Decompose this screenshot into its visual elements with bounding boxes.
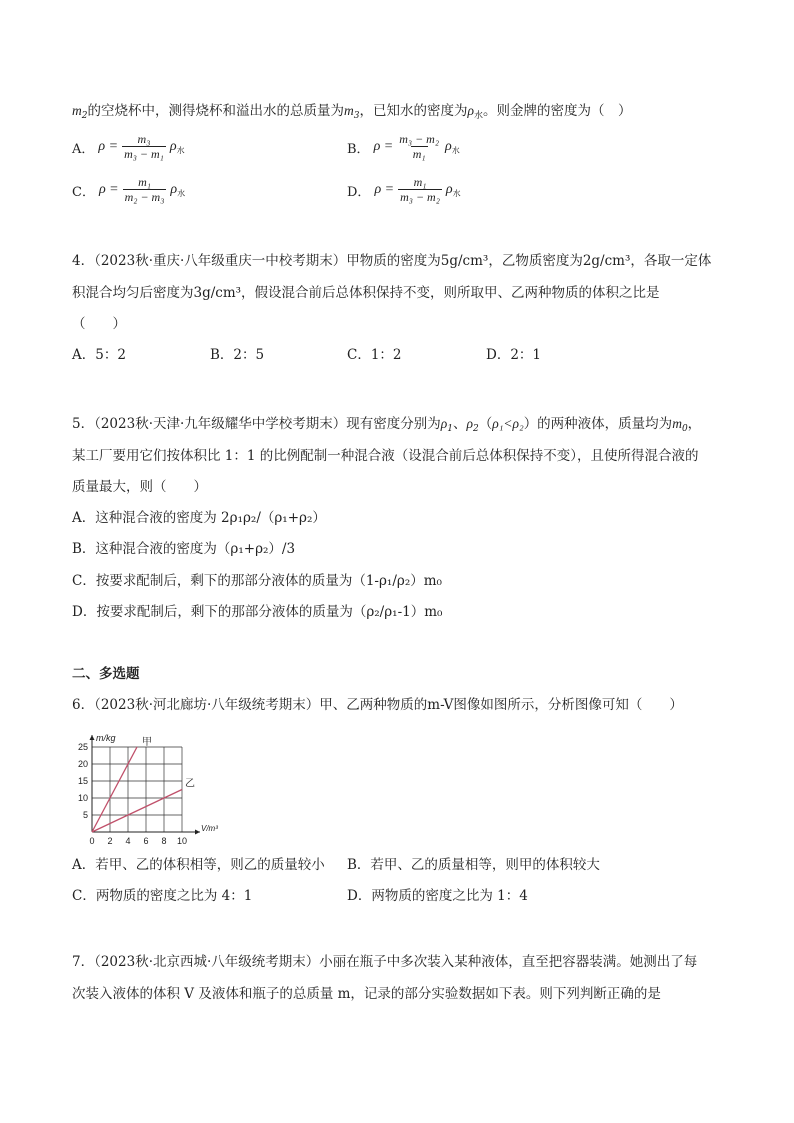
x-tick-label: 6 — [143, 836, 149, 846]
q7-line-1: 7．（2023秋·北京西城·八年级统考期末）小丽在瓶子中多次装入某种液体，直至把容器装满。她测出了每 — [72, 954, 698, 970]
x-tick-label: 0 — [89, 836, 95, 846]
q6-option-a[interactable]: A．若甲、乙的体积相等，则乙的质量较小 — [72, 857, 325, 873]
series-line-yi — [92, 790, 182, 833]
q4-option-c[interactable]: C．1：2 — [347, 347, 402, 363]
q5-line-2: 某工厂要用它们按体积比 1：1 的比例配制一种混合液（设混合前后总体积保持不变），且使所得混合液的 — [72, 448, 699, 464]
q3-option-b[interactable]: B． ρ = $\frac{\text{m₃ − m₂}}{\text{m₁}}$ $\rho_水$ — [347, 132, 460, 161]
q3-option-c[interactable]: C． ρ = $\frac{\text{m₁}}{\text{m₂ − m₃}}$ $\rho_水$ — [72, 175, 186, 204]
x-tick-label: 4 — [125, 836, 131, 846]
q3-option-a[interactable]: A． ρ = $\frac{\text{m₃}}{\text{m₃ − m₁}}$ $\rho_水$ — [72, 132, 185, 161]
y-axis-label: m/kg — [96, 733, 116, 743]
x-tick-label: 8 — [161, 836, 167, 846]
q7-line-2: 次装入液体的体积 V 及液体和瓶子的总质量 m，记录的部分实验数据如下表。则下列判断正确的是 — [72, 986, 661, 1002]
x-axis-label: V/m³ — [201, 824, 218, 833]
q6-option-b[interactable]: B．若甲、乙的质量相等，则甲的体积较大 — [347, 857, 600, 873]
x-tick-label: 2 — [107, 836, 113, 846]
y-tick-label: 15 — [77, 776, 88, 786]
y-axis-arrow — [90, 735, 95, 740]
q3-intro-line: $m_2$的空烧杯中，测得烧杯和溢出水的总质量为$m_3$，已知水的密度为$\rho_水$。则金牌的密度为（ ） — [72, 103, 632, 121]
x-tick-label: 10 — [176, 836, 188, 846]
q4-line-3: （ ） — [72, 316, 126, 332]
q6-option-d[interactable]: D．两物质的密度之比为 1：4 — [347, 888, 528, 904]
y-tick-label: 10 — [77, 793, 88, 803]
q5-option-a[interactable]: A．这种混合液的密度为 2ρ₁ρ₂/（ρ₁+ρ₂） — [72, 510, 326, 526]
q4-option-a[interactable]: A．5：2 — [72, 347, 126, 363]
q4-option-b[interactable]: B．2：5 — [210, 347, 265, 363]
q5-option-c[interactable]: C．按要求配制后，剩下的那部分液体的质量为（1-ρ₁/ρ₂）m₀ — [72, 573, 442, 589]
series-line-jia — [92, 747, 137, 832]
x-axis-arrow — [195, 830, 200, 835]
q4-option-d[interactable]: D．2：1 — [486, 347, 542, 363]
q6-line-1: 6．（2023秋·河北廊坊·八年级统考期末）甲、乙两种物质的m-V图像如图所示，分析图像可知（ ） — [72, 697, 683, 713]
q3-option-d[interactable]: D． ρ = $\frac{\text{m₁}}{\text{m₃ − m₂}}$ $\rho_水$ — [347, 175, 461, 204]
q4-line-1: 4．（2023秋·重庆·八年级重庆一中校考期末）甲物质的密度为5g/cm³，乙物质密度为2g/cm³，各取一定体 — [72, 253, 712, 269]
q5-option-b[interactable]: B．这种混合液的密度为（ρ₁+ρ₂）/3 — [72, 541, 296, 557]
m-v-graph — [70, 720, 230, 850]
series-label: 乙 — [185, 778, 195, 790]
y-tick-label: 5 — [82, 810, 88, 820]
series-label: 甲 — [142, 737, 152, 748]
section-heading-multiple-choice: 二、多选题 — [72, 666, 140, 682]
y-tick-label: 25 — [77, 742, 88, 752]
q5-line-3: 质量最大，则（ ） — [72, 479, 207, 495]
q6-option-c[interactable]: C．两物质的密度之比为 4：1 — [72, 888, 253, 904]
q4-line-2: 积混合均匀后密度为3g/cm³，假设混合前后总体积保持不变，则所取甲、乙两种物质的体积之比是 — [72, 285, 660, 301]
q5-line-1: 5．（2023秋·天津·九年级耀华中学校考期末）现有密度分别为$\rho_1$、$\rho_2(\rho_1<\rho_2)$的两种液体，质量均为$m_0$， — [72, 416, 702, 434]
y-tick-label: 20 — [77, 759, 88, 769]
q5-option-d[interactable]: D．按要求配制后，剩下的那部分液体的质量为（ρ₂/ρ₁-1）m₀ — [72, 604, 443, 620]
